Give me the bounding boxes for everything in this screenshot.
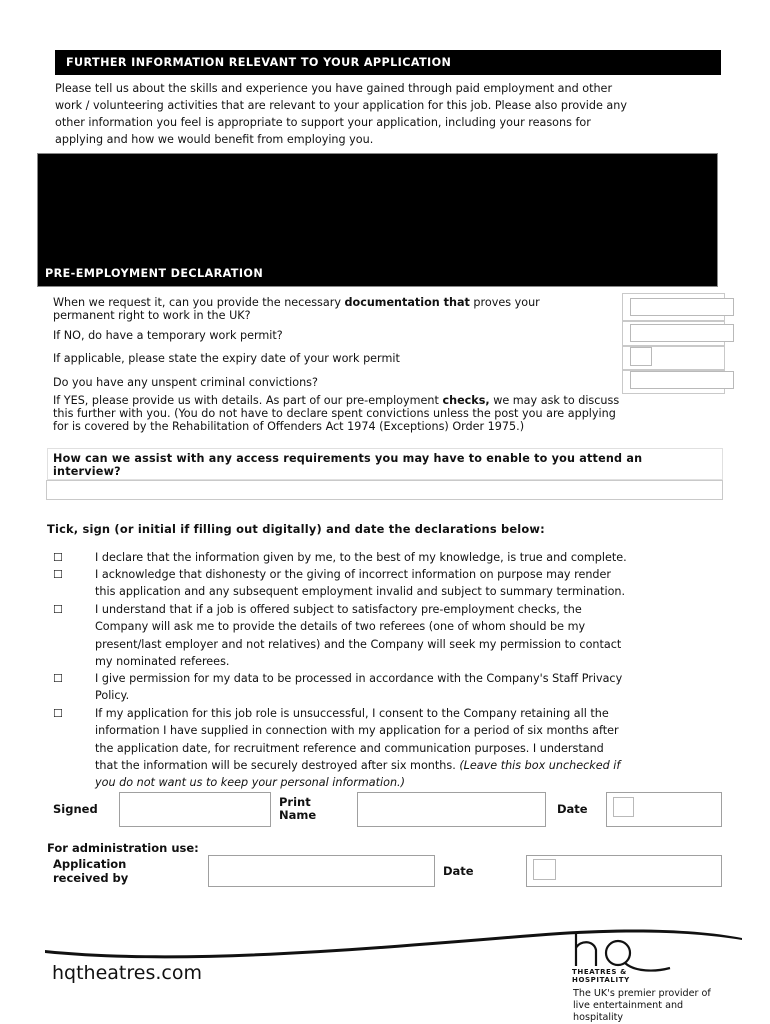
declaration-checkbox[interactable]: ☐ <box>53 672 63 685</box>
company-tagline: The UK's premier provider of live entertainment and hospitality <box>573 988 711 1023</box>
print-name-field[interactable] <box>357 792 546 827</box>
declaration-item: ☐ I understand that if a job is offered subject to satisfactory pre-employment checks, the Company will ask me to provide the details of two referees (one of whom should be my present/last employer and not relatives) and the Company will seek my permission to contact my nominated referees. <box>53 603 622 668</box>
access-requirements-question: How can we assist with any access requirements you may have to enable to you attend an interview? <box>53 452 643 478</box>
further-info-heading <box>55 50 721 75</box>
access-requirements-field[interactable] <box>46 480 723 500</box>
signed-label: Signed <box>53 802 98 816</box>
question-right-to-work: When we request it, can you provide the necessary documentation that proves your permanent right to work in the UK? <box>53 296 540 322</box>
convictions-answer-field[interactable] <box>630 371 734 389</box>
application-received-field[interactable] <box>208 855 435 887</box>
website-url[interactable]: hqtheatres.com <box>52 962 202 984</box>
instruction-line: other information you feel is appropriate to support your application, including your reasons for <box>55 116 591 129</box>
question-conviction-details: If YES, please provide us with details. As part of our pre-employment checks, we may ask to discuss this further with you. (You do not have to declare spent convictions unless the post you are applying for is covered by the Rehabilitation of Offenders Act 1974 (Exceptions) Order 1975.) <box>53 394 620 433</box>
signature-field[interactable] <box>119 792 271 827</box>
declaration-checkbox[interactable]: ☐ <box>53 707 63 720</box>
admin-date-label: Date <box>443 864 474 878</box>
declaration-item: ☐ If my application for this job role is unsuccessful, I consent to the Company retaining all the information I have supplied in connection with my application for a period of six months after the application date, for recruitment reference and communication purposes. I understand that the information will be securely destroyed after six months. (Leave this box unchecked if you do not want us to keep your personal information.) <box>53 707 621 790</box>
application-received-label: Application received by <box>53 857 129 885</box>
hq-logo <box>570 928 680 986</box>
declaration-item: ☐ I acknowledge that dishonesty or the giving of incorrect information on purpose may render this application and any subsequent employment invalid and subject to summary termination. <box>53 568 626 599</box>
print-name-label: Print Name <box>279 795 317 822</box>
hq-logo-subtitle: THEATRES & HOSPITALITY <box>572 968 630 984</box>
declaration-item: ☐ I declare that the information given by me, to the best of my knowledge, is true and complete. <box>53 551 627 564</box>
question-permit-expiry: If applicable, please state the expiry date of your work permit <box>53 352 400 365</box>
right-to-work-answer-field[interactable] <box>630 298 734 316</box>
declaration-checkbox[interactable]: ☐ <box>53 603 63 616</box>
declaration-checkbox[interactable]: ☐ <box>53 568 63 581</box>
further-info-heading-text: FURTHER INFORMATION RELEVANT TO YOUR APPLICATION <box>66 56 452 69</box>
instruction-line: work / volunteering activities that are relevant to your application for this job. Please also provide any <box>55 99 628 112</box>
admin-use-heading: For administration use: <box>47 841 199 855</box>
permit-expiry-date-field[interactable] <box>630 347 652 366</box>
declaration-item: ☐ I give permission for my data to be processed in accordance with the Company's Staff Privacy Policy. <box>53 672 623 703</box>
instruction-line: Please tell us about the skills and experience you have gained through paid employment and other <box>55 82 613 95</box>
temporary-permit-answer-field[interactable] <box>630 324 734 342</box>
hq-logo-mark-icon <box>570 928 680 972</box>
signature-date-label: Date <box>557 802 588 816</box>
question-criminal-convictions: Do you have any unspent criminal convictions? <box>53 376 318 389</box>
declaration-checkbox[interactable]: ☐ <box>53 551 63 564</box>
pre-employment-heading <box>45 267 445 283</box>
further-info-instructions <box>55 80 735 148</box>
declarations-instruction: Tick, sign (or initial if filling out digitally) and date the declarations below: <box>47 522 545 536</box>
question-temporary-permit: If NO, do have a temporary work permit? <box>53 329 283 342</box>
instruction-line: applying and how we would benefit from employing you. <box>55 133 374 146</box>
admin-date-field[interactable] <box>533 859 556 880</box>
signature-date-field[interactable] <box>613 797 634 817</box>
pre-employment-heading-text: PRE-EMPLOYMENT DECLARATION <box>45 267 264 280</box>
